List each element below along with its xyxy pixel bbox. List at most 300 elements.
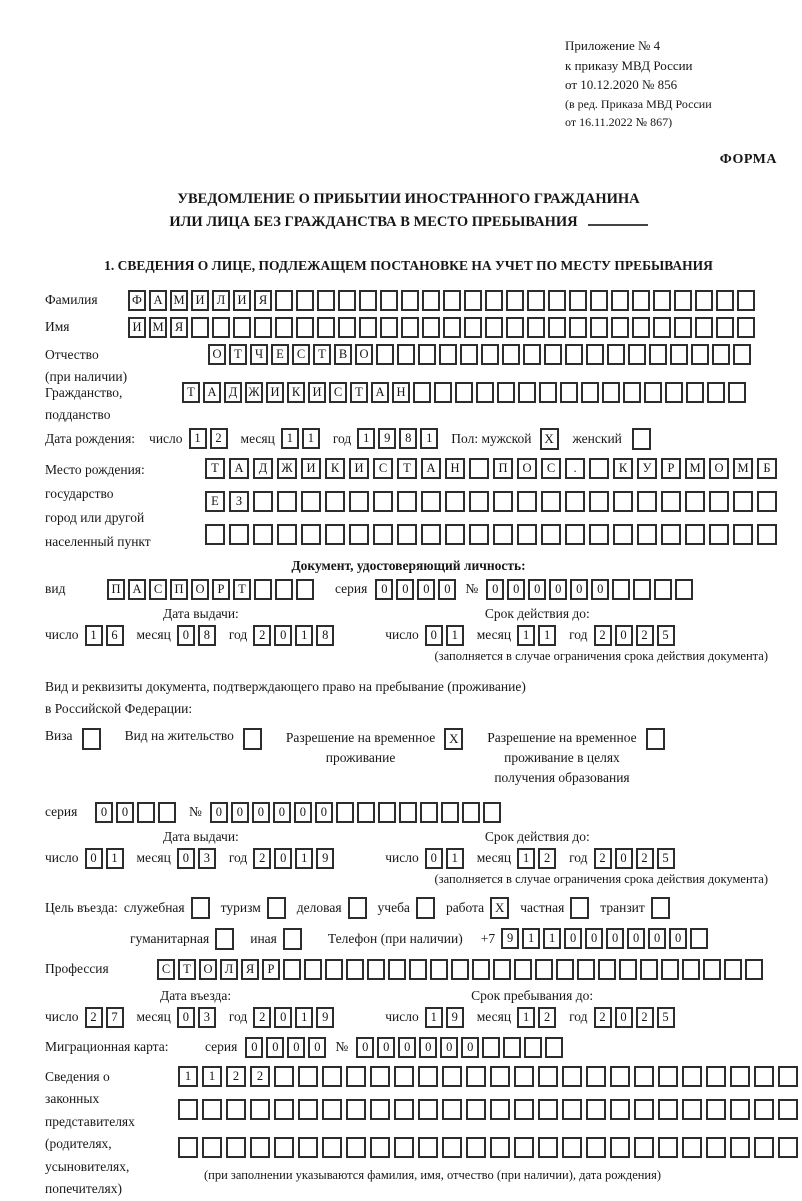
form-cell[interactable] — [691, 344, 709, 365]
form-cell[interactable] — [611, 290, 629, 311]
form-cell[interactable] — [394, 1099, 414, 1120]
form-cell[interactable]: 0 — [294, 802, 312, 823]
form-cell[interactable]: Р — [262, 959, 280, 980]
form-cell[interactable] — [482, 1037, 500, 1058]
form-cell[interactable]: О — [517, 458, 537, 479]
form-cell[interactable] — [205, 524, 225, 545]
form-cell[interactable]: 2 — [594, 1007, 612, 1028]
form-cell[interactable] — [409, 959, 427, 980]
form-cell[interactable] — [443, 317, 461, 338]
form-cell[interactable]: 7 — [106, 1007, 124, 1028]
form-cell[interactable]: Ч — [250, 344, 268, 365]
form-cell[interactable]: 0 — [85, 848, 103, 869]
form-cell[interactable] — [418, 1099, 438, 1120]
form-cell[interactable] — [349, 524, 369, 545]
form-cell[interactable]: Ж — [277, 458, 297, 479]
form-cell[interactable] — [682, 1137, 702, 1158]
form-cell[interactable] — [469, 458, 489, 479]
form-cell[interactable] — [388, 959, 406, 980]
form-cell[interactable]: 2 — [250, 1066, 270, 1087]
form-cell[interactable]: 0 — [210, 802, 228, 823]
form-cell[interactable] — [610, 1099, 630, 1120]
form-cell[interactable]: 0 — [266, 1037, 284, 1058]
form-cell[interactable] — [483, 802, 501, 823]
form-cell[interactable] — [464, 290, 482, 311]
form-cell[interactable] — [634, 1099, 654, 1120]
form-cell[interactable] — [443, 290, 461, 311]
form-cell[interactable] — [670, 344, 688, 365]
form-cell[interactable] — [633, 579, 651, 600]
form-cell[interactable] — [462, 802, 480, 823]
form-cell[interactable]: В — [334, 344, 352, 365]
form-cell[interactable]: 2 — [594, 625, 612, 646]
form-cell[interactable]: С — [157, 959, 175, 980]
form-cell[interactable] — [229, 524, 249, 545]
form-cell[interactable] — [451, 959, 469, 980]
visa-checkbox[interactable] — [82, 728, 101, 750]
form-cell[interactable] — [517, 524, 537, 545]
form-cell[interactable]: 2 — [538, 1007, 556, 1028]
form-cell[interactable]: 1 — [295, 848, 313, 869]
form-cell[interactable] — [338, 317, 356, 338]
form-cell[interactable]: 0 — [417, 579, 435, 600]
form-cell[interactable] — [445, 524, 465, 545]
form-cell[interactable]: 0 — [486, 579, 504, 600]
form-cell[interactable] — [730, 1099, 750, 1120]
form-cell[interactable] — [695, 290, 713, 311]
temp-permit-checkbox[interactable]: X — [444, 728, 463, 750]
form-cell[interactable] — [373, 491, 393, 512]
purpose-humanitarian-checkbox[interactable] — [215, 928, 234, 950]
form-cell[interactable] — [612, 579, 630, 600]
form-cell[interactable] — [565, 491, 585, 512]
form-cell[interactable] — [191, 317, 209, 338]
form-cell[interactable]: 8 — [316, 625, 334, 646]
form-cell[interactable] — [380, 317, 398, 338]
form-cell[interactable]: 0 — [461, 1037, 479, 1058]
form-cell[interactable]: И — [301, 458, 321, 479]
form-cell[interactable] — [322, 1137, 342, 1158]
form-cell[interactable] — [556, 959, 574, 980]
form-cell[interactable] — [644, 382, 662, 403]
form-cell[interactable] — [628, 344, 646, 365]
form-cell[interactable] — [296, 317, 314, 338]
form-cell[interactable] — [325, 491, 345, 512]
form-cell[interactable]: Ф — [128, 290, 146, 311]
form-cell[interactable] — [298, 1099, 318, 1120]
form-cell[interactable] — [254, 317, 272, 338]
form-cell[interactable]: 0 — [177, 625, 195, 646]
form-cell[interactable]: Е — [271, 344, 289, 365]
form-cell[interactable] — [226, 1099, 246, 1120]
form-cell[interactable]: П — [170, 579, 188, 600]
form-cell[interactable]: Р — [212, 579, 230, 600]
form-cell[interactable] — [422, 290, 440, 311]
form-cell[interactable] — [493, 959, 511, 980]
form-cell[interactable] — [586, 1137, 606, 1158]
form-cell[interactable]: 1 — [357, 428, 375, 449]
form-cell[interactable]: 0 — [375, 579, 393, 600]
form-cell[interactable] — [503, 1037, 521, 1058]
sex-male-checkbox[interactable]: X — [540, 428, 559, 450]
form-cell[interactable] — [514, 1099, 534, 1120]
form-cell[interactable] — [602, 382, 620, 403]
form-cell[interactable]: А — [128, 579, 146, 600]
form-cell[interactable]: 2 — [594, 848, 612, 869]
form-cell[interactable] — [296, 290, 314, 311]
form-cell[interactable] — [569, 290, 587, 311]
form-cell[interactable] — [233, 317, 251, 338]
form-cell[interactable] — [277, 524, 297, 545]
form-cell[interactable] — [598, 959, 616, 980]
form-cell[interactable]: 1 — [281, 428, 299, 449]
form-cell[interactable] — [754, 1099, 774, 1120]
form-cell[interactable] — [754, 1066, 774, 1087]
form-cell[interactable]: 1 — [420, 428, 438, 449]
form-cell[interactable] — [682, 959, 700, 980]
form-cell[interactable] — [296, 579, 314, 600]
form-cell[interactable]: Я — [170, 317, 188, 338]
form-cell[interactable]: Т — [233, 579, 251, 600]
form-cell[interactable] — [757, 524, 777, 545]
form-cell[interactable] — [413, 382, 431, 403]
form-cell[interactable]: С — [373, 458, 393, 479]
form-cell[interactable]: М — [149, 317, 167, 338]
form-cell[interactable]: Т — [313, 344, 331, 365]
form-cell[interactable] — [535, 959, 553, 980]
form-cell[interactable] — [581, 382, 599, 403]
form-cell[interactable] — [623, 382, 641, 403]
form-cell[interactable] — [506, 290, 524, 311]
form-cell[interactable] — [733, 491, 753, 512]
form-cell[interactable]: 0 — [425, 848, 443, 869]
form-cell[interactable] — [524, 1037, 542, 1058]
form-cell[interactable]: М — [733, 458, 753, 479]
form-cell[interactable]: Н — [445, 458, 465, 479]
form-cell[interactable] — [493, 491, 513, 512]
form-cell[interactable]: 0 — [95, 802, 113, 823]
form-cell[interactable] — [434, 382, 452, 403]
form-cell[interactable] — [544, 344, 562, 365]
form-cell[interactable]: П — [493, 458, 513, 479]
purpose-work-checkbox[interactable]: X — [490, 897, 509, 919]
form-cell[interactable]: 1 — [85, 625, 103, 646]
form-cell[interactable]: 0 — [274, 1007, 292, 1028]
form-cell[interactable]: 0 — [549, 579, 567, 600]
form-cell[interactable]: 2 — [253, 1007, 271, 1028]
form-cell[interactable]: 1 — [202, 1066, 222, 1087]
form-cell[interactable]: 1 — [425, 1007, 443, 1028]
form-cell[interactable]: 1 — [106, 848, 124, 869]
form-cell[interactable] — [490, 1066, 510, 1087]
form-cell[interactable] — [538, 1066, 558, 1087]
form-cell[interactable] — [250, 1137, 270, 1158]
form-cell[interactable]: А — [421, 458, 441, 479]
form-cell[interactable] — [539, 382, 557, 403]
form-cell[interactable] — [397, 524, 417, 545]
form-cell[interactable]: И — [349, 458, 369, 479]
form-cell[interactable]: 0 — [615, 1007, 633, 1028]
form-cell[interactable]: 1 — [295, 625, 313, 646]
form-cell[interactable]: 3 — [198, 1007, 216, 1028]
form-cell[interactable] — [707, 382, 725, 403]
form-cell[interactable] — [275, 579, 293, 600]
purpose-private-checkbox[interactable] — [570, 897, 589, 919]
form-cell[interactable]: 0 — [591, 579, 609, 600]
form-cell[interactable] — [430, 959, 448, 980]
form-cell[interactable] — [754, 1137, 774, 1158]
form-cell[interactable] — [569, 317, 587, 338]
form-cell[interactable] — [322, 1066, 342, 1087]
form-cell[interactable] — [277, 491, 297, 512]
form-cell[interactable] — [178, 1099, 198, 1120]
form-cell[interactable] — [709, 491, 729, 512]
form-cell[interactable] — [716, 317, 734, 338]
form-cell[interactable]: 0 — [287, 1037, 305, 1058]
form-cell[interactable] — [661, 491, 681, 512]
form-cell[interactable]: А — [371, 382, 389, 403]
form-cell[interactable] — [455, 382, 473, 403]
form-cell[interactable] — [493, 524, 513, 545]
form-cell[interactable] — [634, 1066, 654, 1087]
form-cell[interactable]: 1 — [543, 928, 561, 949]
form-cell[interactable]: 0 — [440, 1037, 458, 1058]
form-cell[interactable]: 2 — [636, 1007, 654, 1028]
form-cell[interactable] — [485, 290, 503, 311]
form-cell[interactable] — [490, 1137, 510, 1158]
form-cell[interactable] — [586, 1066, 606, 1087]
form-cell[interactable]: 0 — [274, 848, 292, 869]
form-cell[interactable]: 8 — [399, 428, 417, 449]
form-cell[interactable]: Д — [224, 382, 242, 403]
form-cell[interactable]: Я — [241, 959, 259, 980]
form-cell[interactable]: З — [229, 491, 249, 512]
form-cell[interactable] — [397, 491, 417, 512]
form-cell[interactable] — [472, 959, 490, 980]
form-cell[interactable] — [637, 491, 657, 512]
form-cell[interactable]: 5 — [657, 848, 675, 869]
form-cell[interactable] — [562, 1066, 582, 1087]
form-cell[interactable] — [514, 1137, 534, 1158]
form-cell[interactable] — [658, 1099, 678, 1120]
form-cell[interactable] — [541, 524, 561, 545]
form-cell[interactable]: 0 — [438, 579, 456, 600]
form-cell[interactable] — [367, 959, 385, 980]
form-cell[interactable]: 1 — [517, 1007, 535, 1028]
form-cell[interactable] — [376, 344, 394, 365]
form-cell[interactable] — [690, 928, 708, 949]
form-cell[interactable] — [378, 802, 396, 823]
form-cell[interactable] — [158, 802, 176, 823]
form-cell[interactable] — [317, 317, 335, 338]
form-cell[interactable]: 3 — [198, 848, 216, 869]
form-cell[interactable] — [682, 1099, 702, 1120]
form-cell[interactable]: Д — [253, 458, 273, 479]
form-cell[interactable] — [394, 1137, 414, 1158]
form-cell[interactable]: 1 — [302, 428, 320, 449]
purpose-other-checkbox[interactable] — [283, 928, 302, 950]
form-cell[interactable] — [733, 344, 751, 365]
form-cell[interactable]: Б — [757, 458, 777, 479]
form-cell[interactable]: 2 — [538, 848, 556, 869]
form-cell[interactable] — [301, 491, 321, 512]
form-cell[interactable] — [565, 524, 585, 545]
form-cell[interactable] — [325, 959, 343, 980]
form-cell[interactable] — [703, 959, 721, 980]
form-cell[interactable] — [737, 290, 755, 311]
form-cell[interactable] — [476, 382, 494, 403]
form-cell[interactable] — [420, 802, 438, 823]
form-cell[interactable] — [202, 1137, 222, 1158]
form-cell[interactable]: 2 — [636, 625, 654, 646]
form-cell[interactable] — [514, 1066, 534, 1087]
form-cell[interactable] — [502, 344, 520, 365]
form-cell[interactable] — [577, 959, 595, 980]
form-cell[interactable]: И — [128, 317, 146, 338]
form-cell[interactable] — [346, 1066, 366, 1087]
form-cell[interactable]: Т — [229, 344, 247, 365]
form-cell[interactable]: С — [541, 458, 561, 479]
form-cell[interactable]: И — [308, 382, 326, 403]
form-cell[interactable]: И — [191, 290, 209, 311]
form-cell[interactable] — [675, 579, 693, 600]
form-cell[interactable] — [640, 959, 658, 980]
form-cell[interactable]: К — [613, 458, 633, 479]
form-cell[interactable]: 0 — [606, 928, 624, 949]
form-cell[interactable] — [336, 802, 354, 823]
form-cell[interactable]: 0 — [615, 848, 633, 869]
form-cell[interactable] — [370, 1066, 390, 1087]
form-cell[interactable] — [589, 458, 609, 479]
form-cell[interactable] — [637, 524, 657, 545]
form-cell[interactable] — [481, 344, 499, 365]
form-cell[interactable] — [226, 1137, 246, 1158]
form-cell[interactable] — [441, 802, 459, 823]
form-cell[interactable]: 0 — [396, 579, 414, 600]
form-cell[interactable] — [565, 344, 583, 365]
form-cell[interactable] — [466, 1099, 486, 1120]
form-cell[interactable] — [733, 524, 753, 545]
form-cell[interactable] — [401, 317, 419, 338]
form-cell[interactable] — [401, 290, 419, 311]
form-cell[interactable] — [506, 317, 524, 338]
form-cell[interactable]: 9 — [316, 848, 334, 869]
form-cell[interactable]: 0 — [356, 1037, 374, 1058]
form-cell[interactable] — [421, 524, 441, 545]
form-cell[interactable]: Р — [661, 458, 681, 479]
form-cell[interactable] — [712, 344, 730, 365]
form-cell[interactable] — [460, 344, 478, 365]
form-cell[interactable]: О — [199, 959, 217, 980]
form-cell[interactable]: 0 — [585, 928, 603, 949]
purpose-business-checkbox[interactable] — [348, 897, 367, 919]
form-cell[interactable] — [737, 317, 755, 338]
form-cell[interactable] — [399, 802, 417, 823]
form-cell[interactable]: 1 — [446, 848, 464, 869]
residence-permit-checkbox[interactable] — [243, 728, 262, 750]
form-cell[interactable] — [253, 524, 273, 545]
form-cell[interactable]: А — [229, 458, 249, 479]
form-cell[interactable] — [611, 317, 629, 338]
form-cell[interactable] — [346, 1137, 366, 1158]
form-cell[interactable]: К — [325, 458, 345, 479]
form-cell[interactable] — [421, 491, 441, 512]
form-cell[interactable]: 2 — [253, 848, 271, 869]
form-cell[interactable] — [706, 1066, 726, 1087]
form-cell[interactable] — [695, 317, 713, 338]
form-cell[interactable] — [464, 317, 482, 338]
form-cell[interactable] — [397, 344, 415, 365]
form-cell[interactable] — [613, 524, 633, 545]
form-cell[interactable]: Т — [178, 959, 196, 980]
form-cell[interactable] — [757, 491, 777, 512]
form-cell[interactable] — [322, 1099, 342, 1120]
form-cell[interactable]: 0 — [252, 802, 270, 823]
form-cell[interactable] — [212, 317, 230, 338]
form-cell[interactable] — [778, 1099, 798, 1120]
form-cell[interactable]: 9 — [378, 428, 396, 449]
form-cell[interactable]: Л — [212, 290, 230, 311]
form-cell[interactable]: С — [292, 344, 310, 365]
form-cell[interactable] — [745, 959, 763, 980]
form-cell[interactable] — [706, 1099, 726, 1120]
form-cell[interactable] — [137, 802, 155, 823]
form-cell[interactable]: С — [149, 579, 167, 600]
form-cell[interactable]: 0 — [245, 1037, 263, 1058]
form-cell[interactable] — [665, 382, 683, 403]
form-cell[interactable] — [418, 1066, 438, 1087]
form-cell[interactable]: 0 — [308, 1037, 326, 1058]
form-cell[interactable]: Т — [205, 458, 225, 479]
purpose-tourism-checkbox[interactable] — [267, 897, 286, 919]
form-cell[interactable] — [274, 1066, 294, 1087]
form-cell[interactable] — [653, 317, 671, 338]
form-cell[interactable]: 1 — [517, 625, 535, 646]
form-cell[interactable] — [178, 1137, 198, 1158]
form-cell[interactable]: 0 — [398, 1037, 416, 1058]
form-cell[interactable]: 8 — [198, 625, 216, 646]
form-cell[interactable]: И — [233, 290, 251, 311]
form-cell[interactable] — [653, 290, 671, 311]
form-cell[interactable]: 9 — [446, 1007, 464, 1028]
form-cell[interactable] — [274, 1099, 294, 1120]
form-cell[interactable]: 1 — [295, 1007, 313, 1028]
form-cell[interactable]: Я — [254, 290, 272, 311]
form-cell[interactable]: 1 — [446, 625, 464, 646]
form-cell[interactable] — [202, 1099, 222, 1120]
form-cell[interactable] — [253, 491, 273, 512]
form-cell[interactable]: О — [208, 344, 226, 365]
form-cell[interactable] — [674, 317, 692, 338]
form-cell[interactable]: Т — [397, 458, 417, 479]
form-cell[interactable] — [275, 290, 293, 311]
form-cell[interactable] — [346, 1099, 366, 1120]
form-cell[interactable] — [649, 344, 667, 365]
form-cell[interactable]: 2 — [253, 625, 271, 646]
form-cell[interactable] — [682, 1066, 702, 1087]
form-cell[interactable] — [274, 1137, 294, 1158]
form-cell[interactable]: 0 — [564, 928, 582, 949]
form-cell[interactable] — [586, 1099, 606, 1120]
form-cell[interactable] — [541, 491, 561, 512]
form-cell[interactable] — [338, 290, 356, 311]
form-cell[interactable] — [548, 290, 566, 311]
form-cell[interactable]: К — [287, 382, 305, 403]
form-cell[interactable]: 0 — [528, 579, 546, 600]
form-cell[interactable] — [250, 1099, 270, 1120]
form-cell[interactable]: 0 — [177, 1007, 195, 1028]
form-cell[interactable] — [545, 1037, 563, 1058]
